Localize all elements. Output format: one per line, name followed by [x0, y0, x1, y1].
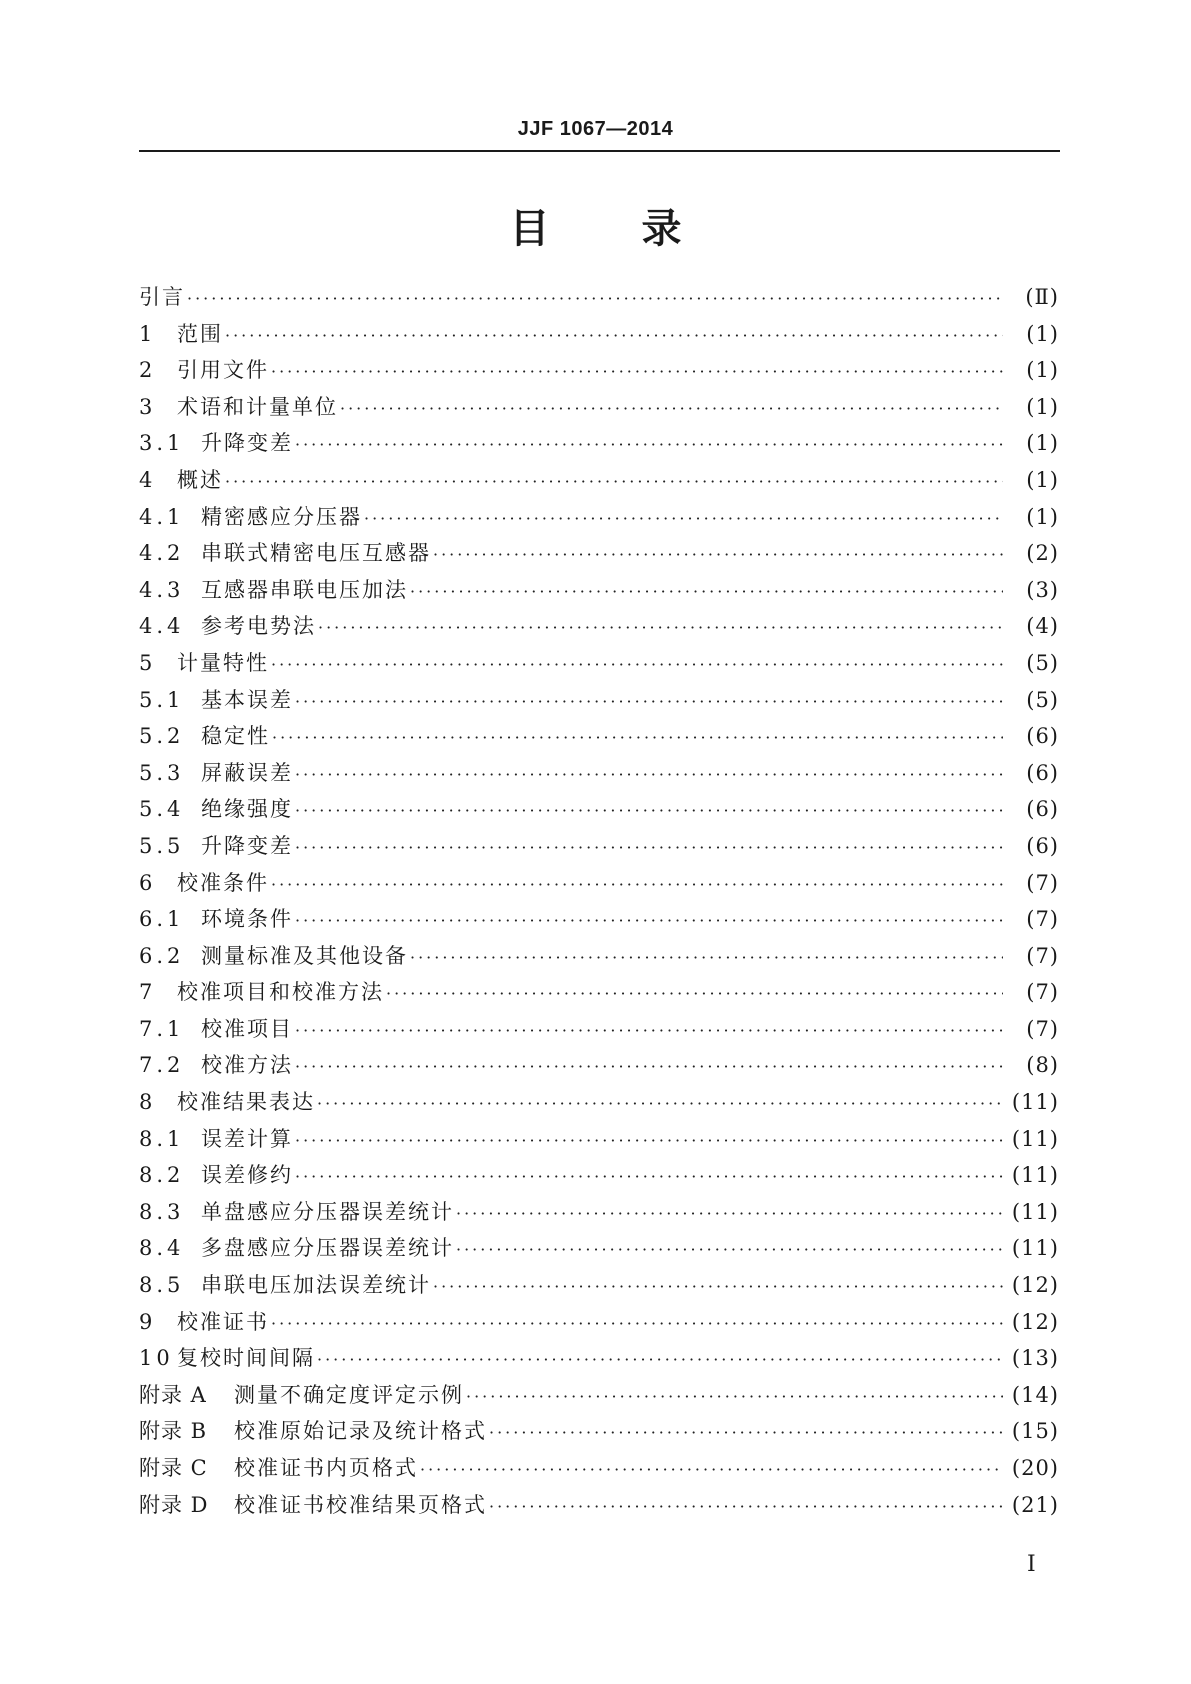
toc-entry-label — [139, 279, 185, 316]
toc-leader-dots — [340, 391, 1003, 428]
toc-entry-number: 5.1 — [139, 687, 185, 712]
toc-entry-label — [139, 1450, 418, 1487]
toc-entry-title: 互感器串联电压加法 — [201, 577, 408, 602]
toc-leader-dots — [456, 1232, 1003, 1269]
toc-entry[interactable] — [139, 682, 1059, 719]
toc-entry-page: (11) — [1011, 1126, 1059, 1151]
toc-entry-title: 术语和计量单位 — [177, 394, 338, 419]
toc-entry[interactable] — [139, 865, 1059, 902]
toc-leader-dots — [271, 1306, 1003, 1343]
toc-entry[interactable] — [139, 791, 1059, 828]
toc-entry-title: 引用文件 — [177, 358, 269, 383]
toc-entry-number: 4.4 — [139, 614, 185, 639]
toc-entry-number: 10 — [139, 1346, 174, 1371]
toc-leader-dots — [295, 903, 1003, 940]
toc-entry[interactable] — [139, 718, 1059, 755]
toc-entry-page: (1) — [1026, 504, 1059, 529]
toc-entry[interactable] — [139, 1487, 1059, 1524]
toc-entry-label — [139, 828, 293, 865]
toc-entry-page: (Ⅱ) — [1025, 285, 1059, 309]
toc-entry-title: 基本误差 — [201, 687, 293, 712]
toc-entry[interactable] — [139, 1267, 1059, 1304]
toc-entry-title: 概述 — [177, 467, 223, 492]
toc-entry-title: 多盘感应分压器误差统计 — [201, 1236, 454, 1261]
toc-entry-label — [139, 1413, 487, 1450]
toc-leader-dots — [295, 830, 1003, 867]
toc-entry-page: (6) — [1026, 797, 1059, 822]
toc-entry-page: (7) — [1026, 907, 1059, 932]
toc-entry-page: (1) — [1026, 467, 1059, 492]
toc-entry-number: 5.2 — [139, 724, 185, 749]
document-code: JJF 1067—2014 — [517, 118, 674, 140]
toc-entry[interactable] — [139, 499, 1059, 536]
toc-entry[interactable] — [139, 828, 1059, 865]
toc-leader-dots — [271, 354, 1003, 391]
toc-entry-number: 8.4 — [139, 1236, 185, 1261]
toc-entry[interactable] — [139, 1450, 1059, 1487]
toc-leader-dots — [272, 720, 1003, 757]
toc-leader-dots — [295, 1159, 1003, 1196]
toc-entry-label — [139, 791, 293, 828]
toc-entry-title: 校准证书校准结果页格式 — [234, 1492, 487, 1517]
toc-entry-title: 误差计算 — [201, 1126, 293, 1151]
toc-leader-dots — [318, 610, 1003, 647]
toc-entry-number: 7 — [139, 980, 157, 1005]
toc-entry[interactable] — [139, 572, 1059, 609]
toc-entry-page: (2) — [1026, 541, 1059, 566]
toc-entry-title: 升降变差 — [201, 833, 293, 858]
toc-entry-page: (1) — [1026, 321, 1059, 346]
toc-entry[interactable] — [139, 1011, 1059, 1048]
toc-leader-dots — [489, 1415, 1003, 1452]
toc-leader-dots — [420, 1452, 1003, 1489]
toc-entry-page: (1) — [1026, 431, 1059, 456]
toc-leader-dots — [225, 464, 1003, 501]
toc-entry-page: (7) — [1026, 1016, 1059, 1041]
toc-entry-number: 附录 D — [139, 1492, 209, 1517]
toc-entry-title: 绝缘强度 — [201, 797, 293, 822]
toc-entry-label — [139, 389, 338, 426]
toc-entry-label — [139, 1084, 315, 1121]
toc-entry[interactable] — [139, 425, 1059, 462]
toc-leader-dots — [187, 281, 1003, 318]
toc-entry-title: 校准项目 — [201, 1016, 293, 1041]
toc-entry-page: (8) — [1026, 1053, 1059, 1078]
toc-entry-number: 5 — [139, 650, 157, 675]
toc-entry-label — [139, 718, 270, 755]
toc-entry-number: 6.1 — [139, 907, 185, 932]
toc-entry-label — [139, 1230, 454, 1267]
toc-entry-label — [139, 865, 269, 902]
toc-entry[interactable] — [139, 1194, 1059, 1231]
toc-leader-dots — [456, 1196, 1003, 1233]
toc-entry-number: 3.1 — [139, 431, 185, 456]
toc-entry-number: 5.5 — [139, 833, 185, 858]
toc-entry-title: 串联式精密电压互感器 — [201, 541, 431, 566]
toc-entry-title: 校准原始记录及统计格式 — [234, 1419, 487, 1444]
toc-entry[interactable] — [139, 389, 1059, 426]
toc-entry-title: 参考电势法 — [201, 614, 316, 639]
toc-leader-dots — [410, 574, 1003, 611]
toc-entry-page: (21) — [1011, 1492, 1059, 1517]
toc-entry-page: (7) — [1026, 870, 1059, 895]
toc-entry-number: 8.3 — [139, 1199, 185, 1224]
toc-entry-title: 复校时间间隔 — [177, 1346, 315, 1371]
toc-entry-label — [139, 1377, 464, 1414]
toc-entry-label — [139, 901, 293, 938]
toc-entry-number: 5.4 — [139, 797, 185, 822]
toc-entry[interactable] — [139, 352, 1059, 389]
toc-entry-title: 计量特性 — [177, 650, 269, 675]
toc-entry-label — [139, 352, 269, 389]
toc-entry-number: 8.5 — [139, 1273, 185, 1298]
toc-entry-page: (13) — [1011, 1346, 1059, 1371]
toc-entry-number: 8.1 — [139, 1126, 185, 1151]
toc-entry-page: (6) — [1026, 833, 1059, 858]
toc-entry-number: 3 — [139, 394, 157, 419]
toc-entry-page: (7) — [1026, 980, 1059, 1005]
toc-entry[interactable] — [139, 608, 1059, 645]
toc-entry-label — [139, 1340, 315, 1377]
toc-entry-label — [139, 938, 408, 975]
toc-leader-dots — [410, 940, 1003, 977]
toc-entry-page: (5) — [1026, 687, 1059, 712]
toc-leader-dots — [317, 1342, 1003, 1379]
toc-entry-label — [139, 535, 431, 572]
toc-entry-label — [139, 316, 223, 353]
toc-entry-number: 5.3 — [139, 760, 185, 785]
toc-entry-title: 校准结果表达 — [177, 1090, 315, 1115]
toc-entry[interactable] — [139, 1230, 1059, 1267]
toc-entry-number: 4.3 — [139, 577, 185, 602]
toc-entry[interactable] — [139, 1340, 1059, 1377]
toc-entry-label — [139, 755, 293, 792]
toc-entry-page: (11) — [1011, 1163, 1059, 1188]
toc-entry[interactable] — [139, 279, 1059, 316]
toc-entry-label — [139, 1047, 293, 1084]
toc-entry-label — [139, 645, 269, 682]
toc-entry-page: (7) — [1026, 943, 1059, 968]
toc-entry-number: 8.2 — [139, 1163, 185, 1188]
toc-entry-number: 9 — [139, 1309, 157, 1334]
page-title-part-2: 录 — [641, 206, 682, 252]
toc-entry-number: 附录 B — [139, 1419, 208, 1444]
toc-entry-label — [139, 1304, 269, 1341]
toc-entry-page: (5) — [1026, 650, 1059, 675]
page-title — [0, 197, 1191, 254]
toc-entry-label — [139, 974, 384, 1011]
toc-leader-dots — [386, 976, 1003, 1013]
toc-entry-page: (1) — [1026, 358, 1059, 383]
toc-entry-page: (15) — [1011, 1419, 1059, 1444]
toc-entry-label — [139, 1487, 487, 1524]
toc-entry-number: 4.1 — [139, 504, 185, 529]
toc-entry[interactable] — [139, 1157, 1059, 1194]
toc-entry-title: 校准证书内页格式 — [234, 1456, 418, 1480]
toc-entry-number: 6.2 — [139, 943, 185, 968]
toc-entry-number: 7.2 — [139, 1053, 185, 1078]
toc-leader-dots — [466, 1379, 1003, 1416]
toc-leader-dots — [364, 501, 1003, 538]
toc-entry-page: (12) — [1011, 1309, 1059, 1334]
toc-entry-title: 测量不确定度评定示例 — [234, 1382, 464, 1407]
toc-leader-dots — [295, 1123, 1003, 1160]
toc-entry[interactable] — [139, 1084, 1059, 1121]
toc-entry[interactable] — [139, 316, 1059, 353]
toc-entry-title: 校准证书 — [177, 1309, 269, 1334]
toc-entry-title: 误差修约 — [201, 1163, 293, 1188]
toc-entry-page: (3) — [1026, 577, 1059, 602]
toc-entry-page: (11) — [1011, 1236, 1059, 1261]
toc-entry-title: 屏蔽误差 — [201, 760, 293, 785]
toc-entry-page: (4) — [1026, 614, 1059, 639]
toc-leader-dots — [433, 1269, 1003, 1306]
toc-entry[interactable] — [139, 755, 1059, 792]
toc-entry-number: 7.1 — [139, 1016, 185, 1041]
toc-entry-page: (1) — [1026, 394, 1059, 419]
toc-entry[interactable] — [139, 462, 1059, 499]
toc-entry-title: 引言 — [139, 285, 185, 309]
toc-entry-title: 串联电压加法误差统计 — [201, 1273, 431, 1298]
page-title-part-1: 目 — [509, 206, 550, 252]
toc-entry-title: 校准项目和校准方法 — [177, 980, 384, 1005]
toc-entry[interactable] — [139, 938, 1059, 975]
toc-entry-title: 精密感应分压器 — [201, 504, 362, 529]
table-of-contents — [139, 279, 1059, 1523]
toc-leader-dots — [295, 684, 1003, 721]
toc-entry-number: 4 — [139, 467, 157, 492]
toc-entry-title: 校准方法 — [201, 1053, 293, 1078]
toc-entry[interactable] — [139, 1304, 1059, 1341]
toc-entry[interactable] — [139, 1377, 1059, 1414]
toc-entry-page: (6) — [1026, 724, 1059, 749]
toc-entry-title: 环境条件 — [201, 907, 293, 932]
toc-entry-page: (11) — [1011, 1090, 1059, 1115]
toc-entry[interactable] — [139, 901, 1059, 938]
toc-entry-title: 单盘感应分压器误差统计 — [201, 1199, 454, 1224]
toc-entry[interactable] — [139, 1413, 1059, 1450]
toc-entry-label — [139, 425, 293, 462]
toc-entry-page: (11) — [1011, 1199, 1059, 1224]
toc-entry-number: 1 — [139, 321, 157, 346]
toc-entry-label — [139, 1121, 293, 1158]
toc-entry-label — [139, 1011, 293, 1048]
toc-entry-label — [139, 608, 316, 645]
toc-entry-label — [139, 1157, 293, 1194]
toc-entry-title: 范围 — [177, 321, 223, 346]
toc-entry-label — [139, 682, 293, 719]
toc-entry-number: 附录 A — [139, 1382, 207, 1407]
toc-entry-number: 2 — [139, 358, 157, 383]
toc-leader-dots — [295, 793, 1003, 830]
toc-entry-title: 测量标准及其他设备 — [201, 943, 408, 968]
toc-entry-label — [139, 1194, 454, 1231]
toc-entry-number: 8 — [139, 1090, 157, 1115]
toc-leader-dots — [225, 318, 1003, 355]
toc-leader-dots — [489, 1489, 1003, 1526]
toc-leader-dots — [433, 537, 1003, 574]
toc-entry-page: (20) — [1011, 1456, 1059, 1480]
header-divider — [139, 150, 1060, 152]
toc-entry-label — [139, 1267, 431, 1304]
toc-leader-dots — [295, 1013, 1003, 1050]
toc-entry-number: 6 — [139, 870, 157, 895]
toc-entry-number: 4.2 — [139, 541, 185, 566]
toc-entry[interactable] — [139, 1047, 1059, 1084]
toc-entry[interactable] — [139, 1121, 1059, 1158]
toc-entry-label — [139, 499, 362, 536]
toc-entry[interactable] — [139, 535, 1059, 572]
toc-entry-number: 附录 C — [139, 1456, 208, 1480]
toc-entry-page: (6) — [1026, 760, 1059, 785]
toc-leader-dots — [295, 1049, 1003, 1086]
toc-entry-page: (12) — [1011, 1273, 1059, 1298]
toc-leader-dots — [295, 427, 1003, 464]
toc-entry-title: 稳定性 — [201, 724, 270, 749]
toc-leader-dots — [271, 867, 1003, 904]
toc-entry[interactable] — [139, 645, 1059, 682]
toc-entry-title: 升降变差 — [201, 431, 293, 456]
toc-entry-page: (14) — [1011, 1382, 1059, 1407]
toc-leader-dots — [317, 1086, 1003, 1123]
toc-entry-label — [139, 462, 223, 499]
toc-leader-dots — [271, 647, 1003, 684]
page-number: Ⅰ — [1027, 1552, 1036, 1577]
toc-entry[interactable] — [139, 974, 1059, 1011]
toc-leader-dots — [295, 757, 1003, 794]
toc-entry-title: 校准条件 — [177, 870, 269, 895]
toc-entry-label — [139, 572, 408, 609]
